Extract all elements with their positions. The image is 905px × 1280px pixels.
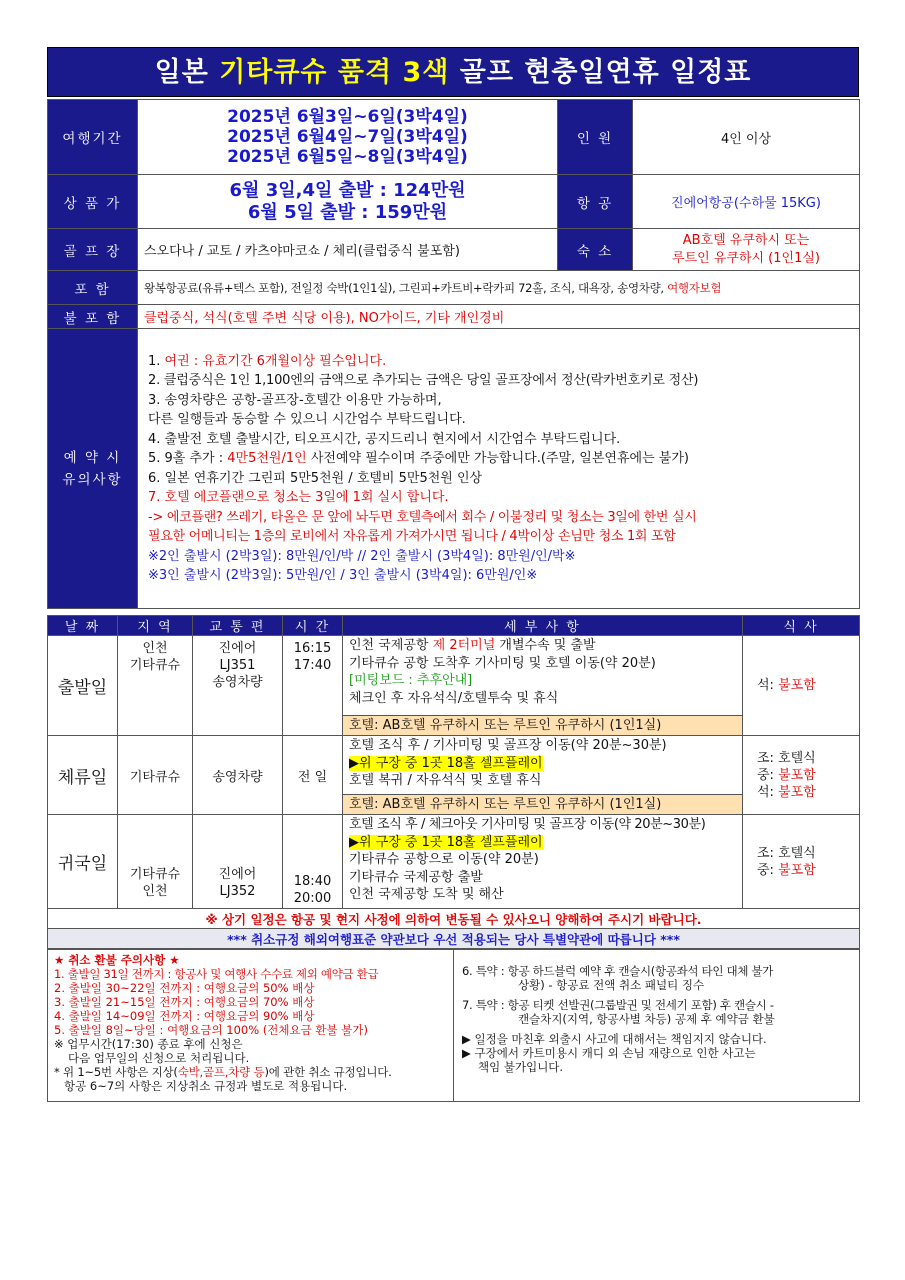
include-label: 포 함 [48,271,138,305]
cancel-table [47,949,860,1102]
exclude-value: 클럽중식, 석식(호텔 주변 식당 이용), NO가이드, 기타 개인경비 [138,305,860,329]
people-label: 인 원 [558,100,633,175]
page-title: 일본 기타큐슈 품격 3색 골프 현충일연휴 일정표 [47,47,859,97]
day2-region: 기타큐슈 [118,736,193,815]
people-value: 4인 이상 [633,100,860,175]
title-highlight: 기타큐슈 품격 3색 [219,57,450,88]
air-label: 항 공 [558,175,633,229]
day3-name: 귀국일 [48,815,118,909]
schedule-row-day2 [48,736,860,795]
day1-hotel: 호텔: AB호텔 유쿠하시 또는 루트인 유쿠하시 (1인1실) [343,716,743,736]
golf-label: 골 프 장 [48,229,138,271]
schedule-header: 날 짜 지 역 교 통 편 시 간 세 부 사 항 식 사 [48,616,860,636]
stay-label: 숙 소 [558,229,633,271]
booking-notes: 1. 여권 : 유효기간 6개월이상 필수입니다. 2. 클럽중식은 1인 1,100엔의 금액으로 추가되는 금액은 당일 골프장에서 정산(락카번호키로 정산) 3. 송영차량은 공항-골프장-호텔간 이용만 가능하며, 다른 일행들과 동승할 수 있으니 시간엄수 부탁드립니다. 4. 출발전 호텔 출발시간, 티오프시간, 공지드리니 현지에서 시간엄수 부탁드립니다. 5. 9홀 추가 : 4만5천원/1인 사전예약 필수이며 주중에만 가능합니다.(주말, 일본연휴에는 불가) 6. 일본 연휴기간 그린피 5만5천원 / 호텔비 5만5천원 인상 7. 호텔 에코플랜으로 청소는 3일에 1회 실시 합니다. -> 에코플랜? 쓰레기, 타올은 문 앞에 놔두면 호텔측에서 회수 / 이불정리 및 청소는 3일에 한번 실시 필요한 어메니티는 1층의 로비에서 자유롭게 가져가시면 됩니다 / 4박이상 손님만 청소 1회 포함 ※2인 출발시 (2박3일): 8만원/인/박 // 2인 출발시 (3박4일): 8만원/인/박※ ※3인 출발시 (2박3일): 5만원/인 / 3인 출발시 (3박4일): 6만원/인※ [138,329,860,609]
day3-details: 호텔 조식 후 / 체크아웃 기사미팅 및 골프장 이동(약 20분~30분) ▶위 구장 중 1곳 18홀 셀프플레이 기타큐슈 공항으로 이동(약 20분) 기타큐슈 국제공항 출발 인천 국제공항 도착 및 해산 [343,815,743,909]
price-value: 6월 3일,4일 출발 : 124만원 6월 5일 출발 : 159만원 [138,175,558,229]
info-table [47,99,860,609]
day3-highlight: ▶위 구장 중 1곳 18홀 셀프플레이 [349,834,543,850]
schedule-table [47,615,860,949]
day2-details: 호텔 조식 후 / 기사미팅 및 골프장 이동(약 20분~30분) ▶위 구장 중 1곳 18홀 셀프플레이 호텔 복귀 / 자유석식 및 호텔 휴식 [343,736,743,795]
day2-meal: 조: 호텔식 중: 불포함 석: 불포함 [743,736,860,815]
day2-hotel: 호텔: AB호텔 유쿠하시 또는 루트인 유쿠하시 (1인1실) [343,795,743,815]
day3-transport: 진에어 LJ352 [193,815,283,909]
day2-time: 전 일 [283,736,343,815]
include-value: 왕복항공료(유류+텍스 포함), 전일정 숙박(1인1실), 그린피+카트비+락카피 72홀, 조식, 대욕장, 송영차량, 여행자보험 [138,271,860,305]
day3-time: 18:40 20:00 [283,815,343,909]
day3-region: 기타큐슈 인천 [118,815,193,909]
schedule-row-day1 [48,636,860,716]
day2-transport: 송영차량 [193,736,283,815]
period-label: 여행기간 [48,100,138,175]
exclude-label: 불 포 함 [48,305,138,329]
period-value: 2025년 6월3일~6일(3박4일) 2025년 6월4일~7일(3박4일) 2025년 6월5일~8일(3박4일) [138,100,558,175]
day1-name: 출발일 [48,636,118,736]
special-terms: 6. 특약 : 항공 하드블럭 예약 후 캔슬시(항공좌석 타인 대체 불가 상황) - 항공료 전액 취소 패널티 징수 7. 특약 : 항공 티켓 선발권(그룹발권 및 전세기 포함) 후 캔슬시 - 캔슬차지(지역, 항공사별 차등) 공제 후 예약금 환불 ▶ 일정을 마친후 외출시 사고에 대해서는 책임지지 않습니다. ▶ 구장에서 카트미용시 캐디 외 손님 재량으로 인한 사고는 책임 불가입니다. [454,950,860,1102]
day3-meal: 조: 호텔식 중: 불포함 [743,815,860,909]
itinerary-sheet [47,47,859,1102]
stay-value: AB호텔 유쿠하시 또는 루트인 유쿠하시 (1인1실) [633,229,860,271]
day2-highlight: ▶위 구장 중 1곳 18홀 셀프플레이 [349,755,543,771]
golf-value: 스오다나 / 교토 / 카츠야마코쇼 / 체리(클럽중식 불포함) [138,229,558,271]
schedule-row-day3 [48,815,860,909]
air-value: 진에어항공(수하물 15KG) [633,175,860,229]
cancel-policy-notice: *** 취소규정 해외여행표준 약관보다 우선 적용되는 당사 특별약관에 따릅니다 *** [48,929,860,949]
notes-label: 예 약 시 유의사항 [48,329,138,609]
price-label: 상 품 가 [48,175,138,229]
day1-meal: 석: 불포함 [743,636,860,736]
cancel-refund-rules: ★ 취소 환불 주의사항 ★ 1. 출발일 31일 전까지 : 항공사 및 여행사 수수료 제외 예약금 환급 2. 출발일 30~22일 전까지 : 여행요금의 50% 배상 3. 출발일 21~15일 전까지 : 여행요금의 70% 배상 4. 출발일 14~09일 전까지 : 여행요금의 90% 배상 5. 출발일 8일~당일 : 여행요금의 100% (전체요금 환불 불가) ※ 업무시간(17:30) 종료 후에 신청은 다음 업무일의 신청으로 처리됩니다. * 위 1~5번 사항은 지상(숙박,골프,차량 등)에 관한 취소 규정입니다. 항공 6~7의 사항은 지상취소 규정과 별도로 적용됩니다. [48,950,454,1102]
schedule-notice: ※ 상기 일정은 항공 및 현지 사정에 의하여 변동될 수 있사오니 양해하여 주시기 바랍니다. [48,909,860,929]
day1-details: 인천 국제공항 제 2터미널 개별수속 및 출발 기타큐슈 공항 도착후 기사미팅 및 호텔 이동(약 20분) [미팅보드 : 추후안내] 체크인 후 자유석식/호텔투숙 및 휴식 [343,636,743,716]
day2-name: 체류일 [48,736,118,815]
day1-transport: 진에어 LJ351 송영차량 [193,636,283,736]
day1-region: 인천 기타큐슈 [118,636,193,736]
day1-time: 16:15 17:40 [283,636,343,736]
